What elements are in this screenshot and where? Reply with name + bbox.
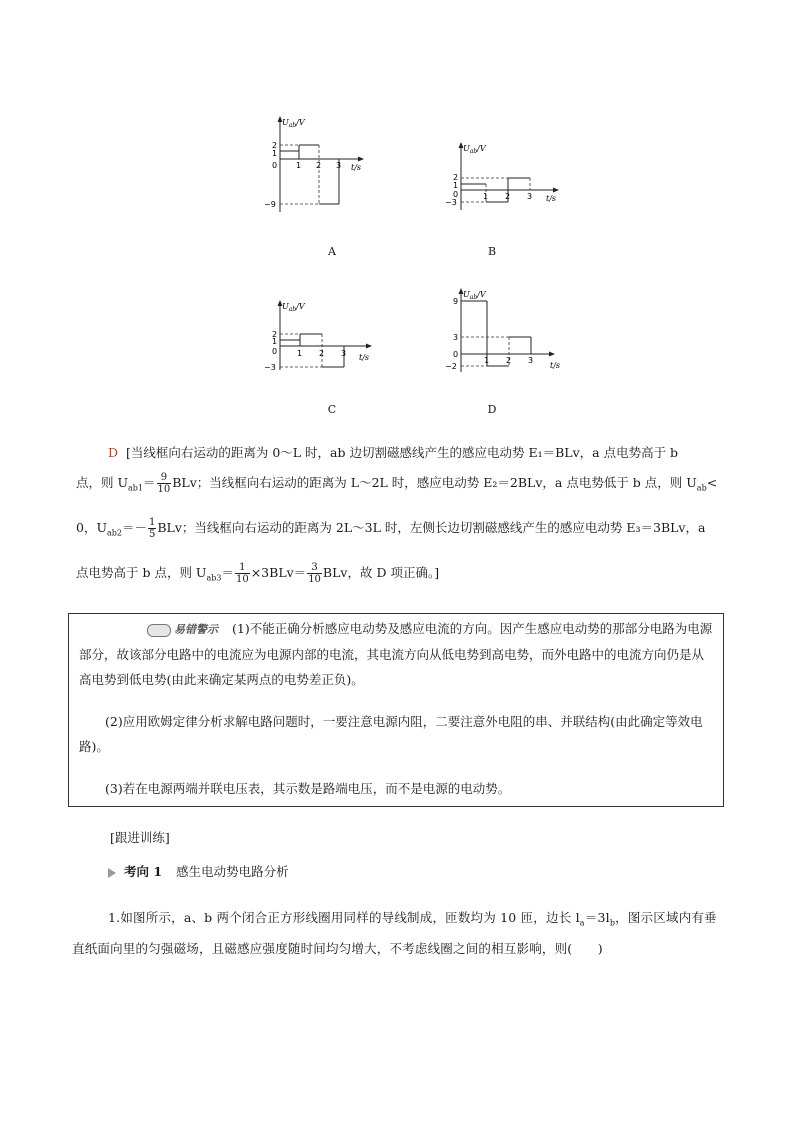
topic-heading <box>108 862 289 880</box>
graph-d-ytick-9: 9 <box>453 297 459 306</box>
answer-line-4-c: ×3BLv＝ <box>250 565 307 580</box>
warning-badge <box>113 617 218 642</box>
topic-label: 考向 1 <box>124 864 163 879</box>
fraction-3-10 <box>307 562 322 585</box>
answer-line-3-c: BLv；当线框向右运动的距离为 2L～3L 时，左侧长边切割磁感线产生的感应电动势 E₃＝3BLv，a <box>157 520 706 535</box>
answer-line-2-a: 点，则 U <box>76 475 129 490</box>
answer-line-2-c: BLv；当线框向右运动的距离为 L～2L 时，感应电动势 E₂＝2BLv，a 点电势低于 b 点，则 U <box>172 475 697 490</box>
graph-b-ytick-1: 1 <box>453 181 459 190</box>
graph-a-ytick-neg: −9 <box>264 200 276 209</box>
graph-c-xtick-3: 3 <box>341 349 347 358</box>
graph-d-ylabel: $U_{ab}/V$ <box>463 290 486 301</box>
graph-c-ytick-neg: −3 <box>264 363 276 372</box>
graph-a <box>262 112 382 222</box>
question-1 <box>72 905 724 961</box>
graph-d-xtick-3: 3 <box>528 356 534 365</box>
graph-c <box>262 296 382 376</box>
fraction-num: 3 <box>307 562 322 574</box>
fraction-num: 9 <box>157 472 172 484</box>
graph-a-ylabel: $U_{ab}/V$ <box>282 118 305 129</box>
answer-line-2-b: ＝ <box>143 475 156 490</box>
fraction-den: 10 <box>235 574 249 585</box>
fraction-9-10 <box>157 472 172 495</box>
triangle-icon <box>108 868 116 878</box>
graph-d-xlabel: t/s <box>550 361 561 370</box>
answer-line-1-text: [当线框向右运动的距离为 0～L 时，ab 边切割磁感线产生的感应电动势 E₁＝BLv，a 点电势高于 b <box>125 445 679 460</box>
graph-d-xtick-1: 1 <box>484 356 490 365</box>
graph-d-label: D <box>487 403 497 416</box>
question-1-b: ＝3l <box>584 910 610 925</box>
answer-line-3-a: 0，U <box>76 520 107 535</box>
answer-line-2-sub2: ab <box>696 483 707 493</box>
graph-a-svg <box>262 112 382 222</box>
answer-line-4-sub: ab3 <box>206 573 222 583</box>
fraction-den: 10 <box>157 484 171 495</box>
graph-d-svg <box>443 284 563 376</box>
error-warning-box <box>68 613 724 807</box>
graph-c-svg <box>262 296 382 376</box>
graph-c-xlabel: t/s <box>359 353 370 362</box>
graph-d-ytick-neg: −2 <box>445 362 457 371</box>
answer-letter: D <box>108 445 119 460</box>
graph-c-origin: 0 <box>272 347 278 356</box>
question-1-sub2: b <box>609 918 616 928</box>
cloud-icon <box>147 624 171 637</box>
answer-line-1 <box>108 443 678 461</box>
graph-b-xlabel: t/s <box>546 194 557 203</box>
graph-b-label: B <box>487 245 497 258</box>
graph-a-xtick-3: 3 <box>336 161 342 170</box>
topic-title: 感生电动势电路分析 <box>176 864 289 879</box>
warning-p1-text: (1)不能正确分析感应电动势及感应电流的方向。因产生感应电动势的那部分电路为电源部分，故该部分电路中的电流应为电源内部的电流，其电流方向从低电势到高电势，而外电路中的电流方向仍是从高电势到低电势(由此来确定某两点的电势差正负)。 <box>79 621 713 687</box>
graph-b-xtick-2: 2 <box>505 192 511 201</box>
graph-c-xtick-1: 1 <box>297 349 303 358</box>
fraction-1-5 <box>148 517 156 540</box>
warning-paragraph-3: (3)若在电源两端并联电压表，其示数是路端电压，而不是电源的电动势。 <box>105 781 511 796</box>
graph-c-xtick-2: 2 <box>319 349 325 358</box>
graph-c-ylabel: $U_{ab}/V$ <box>282 302 305 313</box>
fraction-num: 1 <box>149 517 156 528</box>
graph-b-xtick-3: 3 <box>527 192 533 201</box>
warning-paragraph-2: (2)应用欧姆定律分析求解电路问题时，一要注意电源内阻，二要注意外电阻的串、并联结构(由此确定等效电路)。 <box>79 714 703 754</box>
graph-a-xtick-1: 1 <box>296 161 302 170</box>
question-1-a: 1.如图所示，a、b 两个闭合正方形线圈用同样的导线制成，匝数均为 10 匝，边长 l <box>108 910 580 925</box>
answer-line-2-sub: ab1 <box>128 483 143 493</box>
answer-line-4 <box>76 562 439 585</box>
graph-b-ytick-2: 2 <box>453 173 459 182</box>
graph-c-label: C <box>327 403 337 416</box>
graph-b-ytick-neg: −3 <box>445 198 457 207</box>
answer-line-4-a: 点电势高于 b 点，则 U <box>76 565 207 580</box>
graph-a-ytick-2: 2 <box>272 141 278 150</box>
graph-d-ytick-3: 3 <box>453 333 459 342</box>
graph-b <box>443 138 563 218</box>
graph-d-origin: 0 <box>453 350 459 359</box>
graph-c-ytick-2: 2 <box>272 330 278 339</box>
fraction-num: 1 <box>235 562 250 574</box>
question-1-c: ，图示区域内有垂直纸面向里的匀强磁场，且磁感应强度随时间均匀增大，不考虑线圈之间的相互影响，则( ) <box>72 910 717 956</box>
warning-paragraph-1 <box>79 616 715 692</box>
graph-b-origin: 0 <box>453 190 459 199</box>
answer-line-2-d: < <box>706 475 718 490</box>
followup-header: [跟进训练] <box>110 830 170 845</box>
fraction-den: 5 <box>149 529 156 540</box>
warning-badge-text: 易错警示 <box>174 623 218 636</box>
fraction-1-10 <box>235 562 250 585</box>
fraction-den: 10 <box>308 574 321 585</box>
graph-d <box>443 284 563 376</box>
graph-a-origin: 0 <box>272 161 278 170</box>
answer-line-3-sub: ab2 <box>107 528 122 538</box>
graph-c-ytick-1: 1 <box>272 337 278 346</box>
graph-a-ytick-1: 1 <box>272 149 278 158</box>
graph-a-xlabel: t/s <box>351 163 362 172</box>
question-1-sub1: a <box>579 918 585 928</box>
answer-line-3 <box>76 517 705 540</box>
answer-line-4-b: ＝ <box>221 565 234 580</box>
graph-b-ylabel: $U_{ab}/V$ <box>463 144 486 155</box>
graph-a-xtick-2: 2 <box>316 161 322 170</box>
graph-d-xtick-2: 2 <box>506 356 512 365</box>
graph-b-xtick-1: 1 <box>483 192 489 201</box>
answer-line-3-b: ＝－ <box>121 520 147 535</box>
graph-b-svg <box>443 138 563 218</box>
answer-line-4-d: BLv，故 D 项正确。] <box>322 565 440 580</box>
graph-a-label: A <box>328 245 336 258</box>
answer-line-2 <box>76 472 717 495</box>
